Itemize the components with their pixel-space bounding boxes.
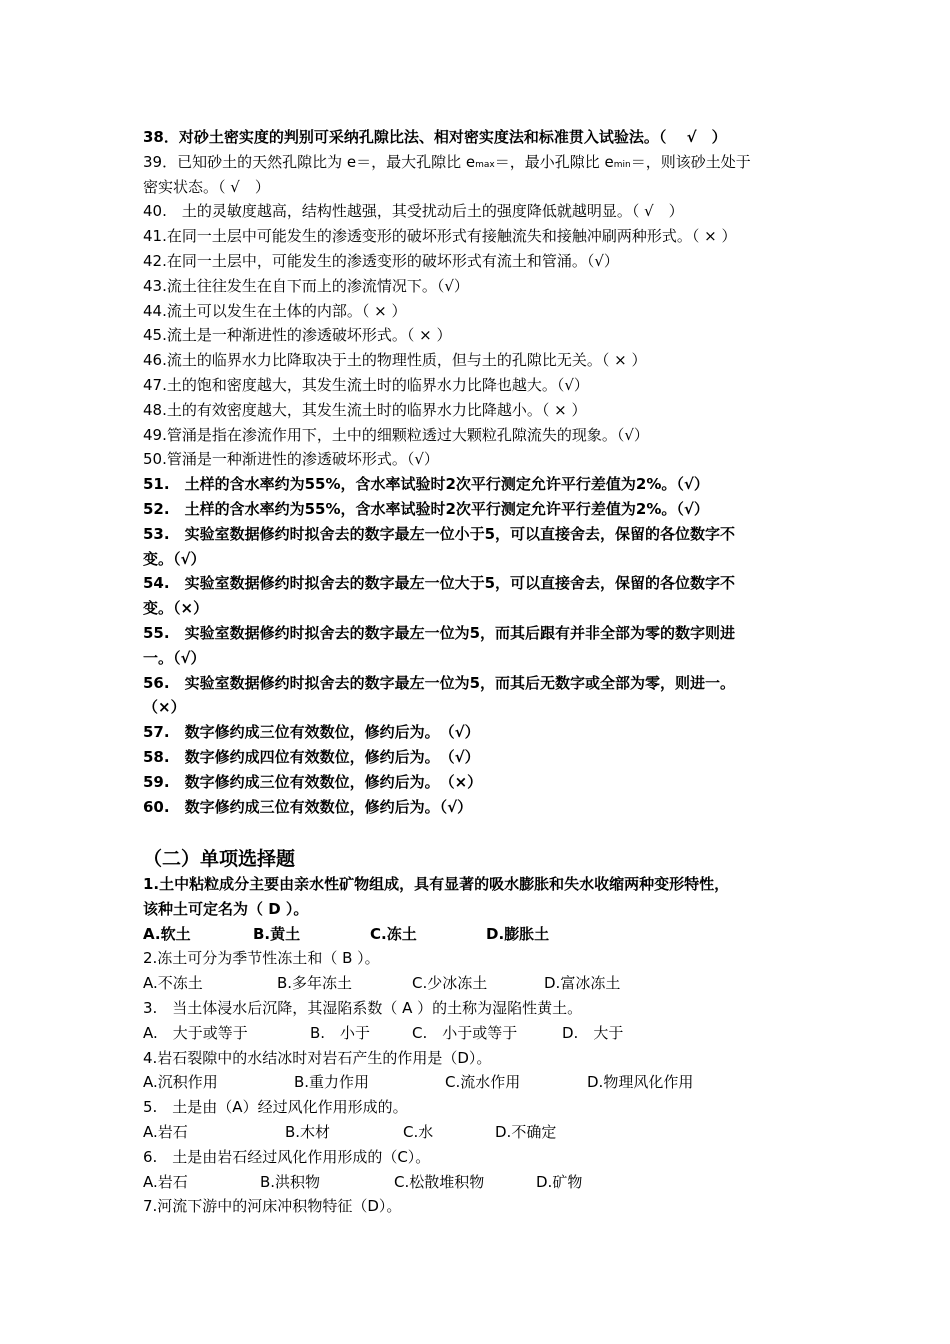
item-38: 38．对砂土密实度的判别可采纳孔隙比法、相对密实度法和标准贯入试验法。（ √ ） xyxy=(143,128,727,146)
item-46: 46.流土的临界水力比降取决于土的物理性质，但与土的孔隙比无关。（ × ） xyxy=(143,351,647,370)
emin-subscript: min xyxy=(613,159,631,170)
option-c: C.少冰冻土 xyxy=(412,974,488,993)
option-b: B.多年冻土 xyxy=(277,974,353,993)
option-c: C. 小于或等于 xyxy=(412,1023,518,1042)
item-47: 47.土的饱和密度越大，其发生流土时的临界水力比降也越大。（√） xyxy=(143,375,589,394)
option-d: D. 大于 xyxy=(562,1023,624,1042)
item-45: 45.流土是一种渐进性的渗透破坏形式。（ × ） xyxy=(143,326,452,345)
item-49: 49.管涌是指在渗流作用下，土中的细颗粒透过大颗粒孔隙流失的现象。（√） xyxy=(143,425,649,444)
option-c: C.流水作用 xyxy=(445,1073,521,1092)
multiple-choice-list xyxy=(143,872,823,1219)
option-d: D.膨胀土 xyxy=(486,924,550,943)
option-a: A.软土 xyxy=(143,924,191,943)
option-d: D.矿物 xyxy=(536,1172,583,1191)
mc-question-6: 6. 土是由岩石经过风化作用形成的（C）。 xyxy=(143,1147,431,1166)
item-58: 58. 数字修约成四位有效数位，修约后为。 （√） xyxy=(143,747,480,766)
item-53: 53. 实验室数据修约时拟舍去的数字最左一位小于5，可以直接舍去，保留的各位数字不 xyxy=(143,524,736,543)
mc-question-3: 3. 当土体浸水后沉降，其湿陷系数（ A ）的土称为湿陷性黄土。 xyxy=(143,998,583,1017)
item-43: 43.流土往往发生在自下而上的渗流情况下。（√） xyxy=(143,276,469,295)
mc-options-2 xyxy=(143,971,823,996)
item-48: 48.土的有效密度越大，其发生流土时的临界水力比降越小。（ × ） xyxy=(143,400,587,419)
option-a: A.岩石 xyxy=(143,1122,188,1141)
item-39-text-c: ＝，则该砂土处于 xyxy=(630,152,751,171)
item-39-text-b: ＝，最小孔隙比 e xyxy=(494,152,614,171)
option-b: B.黄土 xyxy=(253,924,301,943)
mc-options-1 xyxy=(143,922,823,947)
mc-question-4: 4.岩石裂隙中的水结冰时对岩石产生的作用是（D）。 xyxy=(143,1048,492,1067)
option-d: D.不确定 xyxy=(495,1122,557,1141)
emax-subscript: max xyxy=(475,159,495,170)
option-d: D.物理风化作用 xyxy=(587,1073,694,1092)
option-b: B.洪积物 xyxy=(260,1172,321,1191)
item-56: 56. 实验室数据修约时拟舍去的数字最左一位为5，而其后无数字或全部为零，则进一。 xyxy=(143,673,736,692)
mc-options-5 xyxy=(143,1120,823,1145)
item-50: 50.管涌是一种渐进性的渗透破坏形式。（√） xyxy=(143,450,439,469)
item-54-continued: 变。（×） xyxy=(143,599,209,618)
mc-question-2: 2.冻土可分为季节性冻土和（ B ）。 xyxy=(143,949,380,968)
item-41: 41.在同一土层中可能发生的渗透变形的破坏形式有接触流失和接触冲刷两种形式。（ × ） xyxy=(143,227,737,246)
option-d: D.富冰冻土 xyxy=(544,974,621,993)
item-53-continued: 变。（√） xyxy=(143,549,206,568)
true-false-list xyxy=(143,125,823,819)
option-b: B.重力作用 xyxy=(294,1073,370,1092)
item-59: 59. 数字修约成三位有效数位，修约后为。 （×） xyxy=(143,772,483,791)
option-c: C.松散堆积物 xyxy=(394,1172,485,1191)
item-55-continued: 一。（√） xyxy=(143,648,206,667)
section-title: （二）单项选择题 xyxy=(143,848,296,870)
item-40: 40. 土的灵敏度越高，结构性越强，其受扰动后土的强度降低就越明显。（ √ ） xyxy=(143,202,684,221)
mc-question-5: 5. 土是由（A）经过风化作用形成的。 xyxy=(143,1098,408,1117)
item-51: 51. 土样的含水率约为55%，含水率试验时2次平行测定允许平行差值为2%。（√） xyxy=(143,475,709,494)
mc-question-1: 1.土中粘粒成分主要由亲水性矿物组成，具有显著的吸水膨胀和失水收缩两种变形特性， xyxy=(143,875,730,893)
mc-options-6 xyxy=(143,1170,823,1195)
option-c: C.水 xyxy=(403,1122,434,1141)
option-a: A. 大于或等于 xyxy=(143,1023,248,1042)
item-44: 44.流土可以发生在土体的内部。（ × ） xyxy=(143,301,407,320)
option-a: A.岩石 xyxy=(143,1172,188,1191)
option-b: B. 小于 xyxy=(310,1023,371,1042)
item-52: 52. 土样的含水率约为55%，含水率试验时2次平行测定允许平行差值为2%。（√） xyxy=(143,499,709,518)
option-c: C.冻土 xyxy=(370,924,417,943)
option-a: A.不冻土 xyxy=(143,974,203,993)
item-55: 55. 实验室数据修约时拟舍去的数字最左一位为5，而其后跟有并非全部为零的数字则进 xyxy=(143,623,736,642)
item-42: 42.在同一土层中，可能发生的渗透变形的破坏形式有流土和管涌。（√） xyxy=(143,251,619,270)
item-60: 60. 数字修约成三位有效数位，修约后为。（√） xyxy=(143,797,473,816)
mc-question-1-continued: 该种土可定名为（ D ）。 xyxy=(143,899,309,918)
item-54: 54. 实验室数据修约时拟舍去的数字最左一位大于5，可以直接舍去，保留的各位数字不 xyxy=(143,574,736,593)
mc-options-4 xyxy=(143,1070,823,1095)
mc-options-3 xyxy=(143,1021,823,1046)
item-39-text-a: 39．已知砂土的天然孔隙比为 e＝，最大孔隙比 e xyxy=(143,152,476,171)
option-a: A.沉积作用 xyxy=(143,1073,218,1092)
item-39-continued: 密实状态。（ √ ） xyxy=(143,177,270,196)
mc-question-7: 7.河流下游中的河床冲积物特征（D）。 xyxy=(143,1197,402,1216)
item-39 xyxy=(143,150,823,175)
item-57: 57. 数字修约成三位有效数位，修约后为。 （√） xyxy=(143,723,480,742)
item-56-continued: （×） xyxy=(143,698,186,717)
option-b: B.木材 xyxy=(285,1122,331,1141)
